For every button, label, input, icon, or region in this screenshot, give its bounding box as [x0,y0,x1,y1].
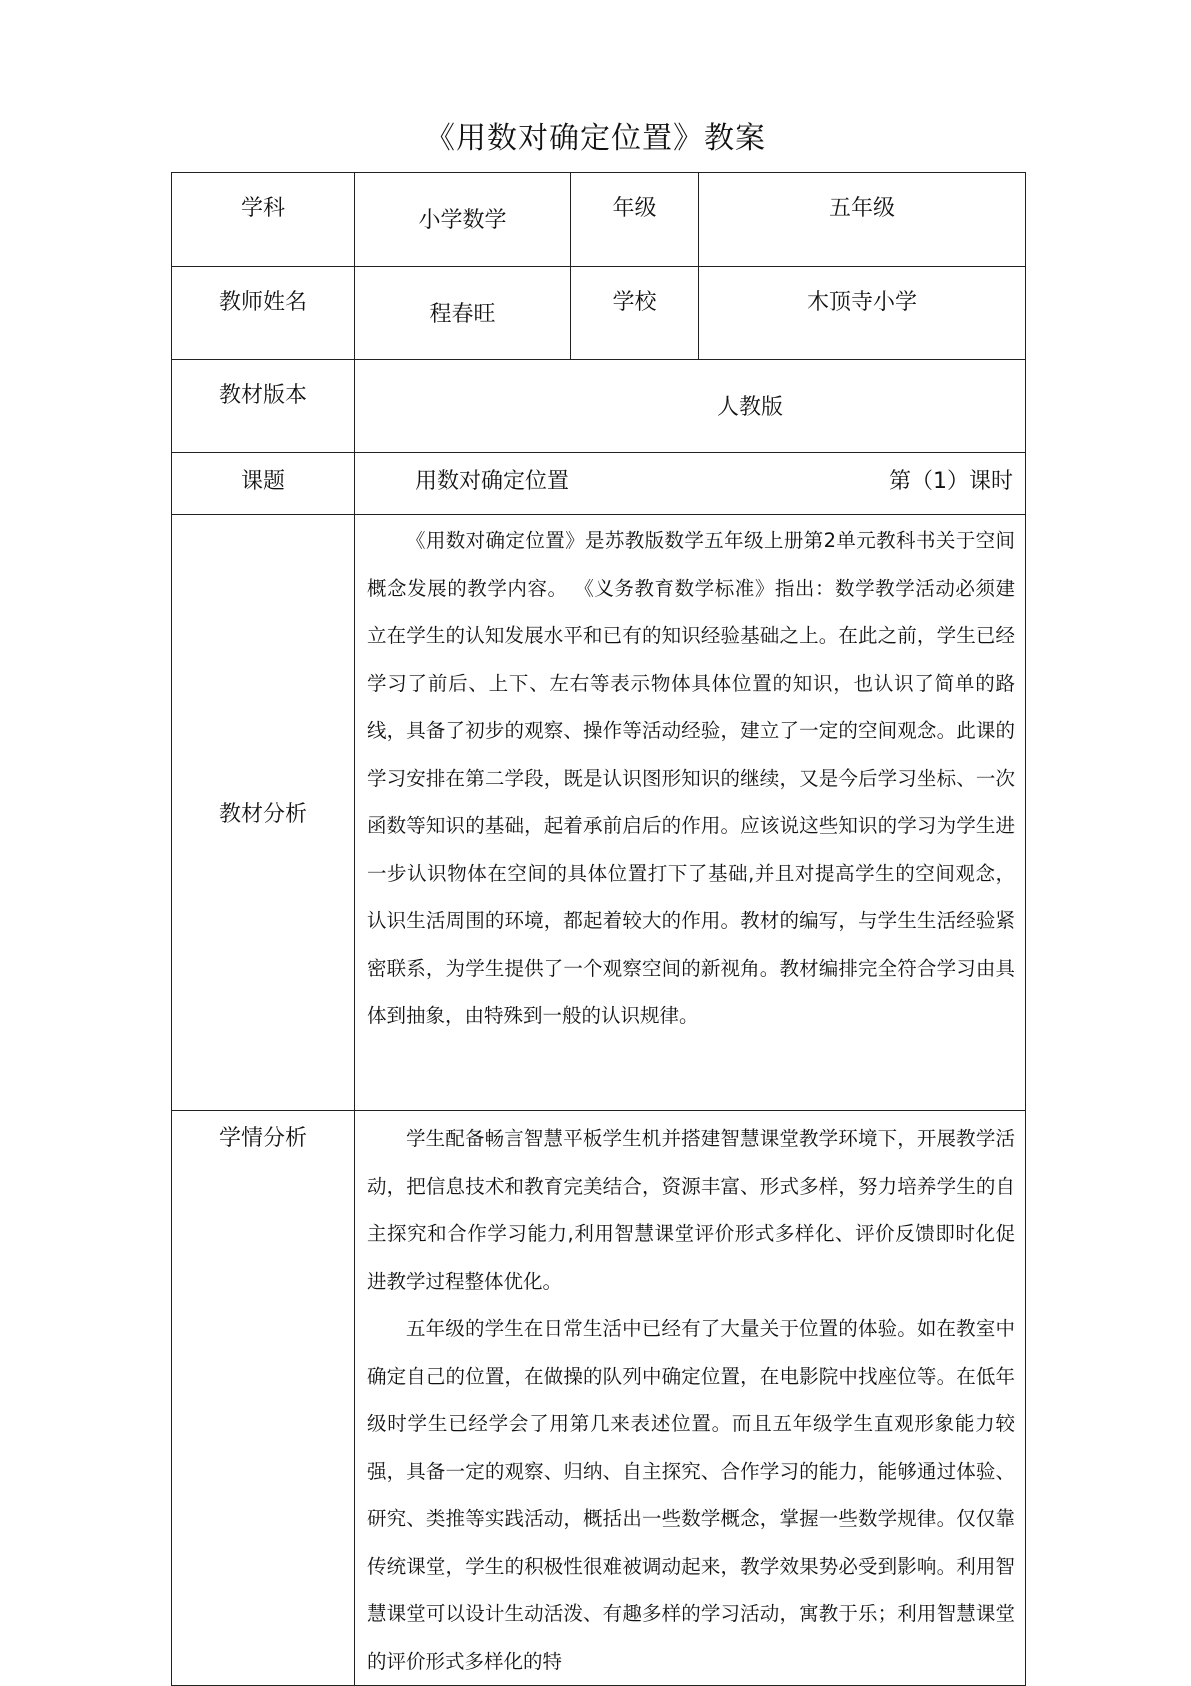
analysis-paragraph: 《用数对确定位置》是苏教版数学五年级上册第2单元教科书关于空间概念发展的教学内容。 《义务教育数学标准》指出：数学教学活动必须建立在学生的认知发展水平和已有的知识经验基础之上。在此之前，学生已经学习了前后、上下、左右等表示物体具体位置的知识，也认识了简单的路线，具备了初步的观察、操作等活动经验，建立了一定的空间观念。此课的学习安排在第二学段，既是认识图形知识的继续，又是今后学习坐标、一次函数等知识的基础，起着承前启后的作用。应该说这些知识的学习为学生进一步认识物体在空间的具体位置打下了基础,并且对提高学生的空间观念，认识生活周围的环境，都起着较大的作用。教材的编写，与学生生活经验紧密联系，为学生提供了一个观察空间的新视角。教材编排完全符合学习由具体到抽象，由特殊到一般的认识规律。 [367,529,1015,1027]
situation-label: 学情分析 [172,1111,355,1686]
grade-label: 年级 [571,173,699,267]
subject-value: 小学数学 [355,173,571,267]
analysis-cell [355,515,1026,1111]
subject-label: 学科 [172,173,355,267]
situation-paragraph-2: 五年级的学生在日常生活中已经有了大量关于位置的体验。如在教室中确定自己的位置，在做操的队列中确定位置，在电影院中找座位等。在低年级时学生已经学会了用第几来表述位置。而且五年级学生直观形象能力较强，具备一定的观察、归纳、自主探究、合作学习的能力，能够通过体验、研究、类推等实践活动，概括出一些数学概念，掌握一些数学规律。仅仅靠传统课堂，学生的积极性很难被调动起来，教学效果势必受到影响。利用智慧课堂可以设计生动活泼、有趣多样的学习活动，寓教于乐；利用智慧课堂的评价形式多样化的特 [367,1317,1015,1673]
analysis-label: 教材分析 [172,515,355,1111]
edition-value: 人教版 [355,360,1026,453]
topic-value: 用数对确定位置 [415,469,570,494]
topic-cell [355,453,1026,515]
teacher-label: 教师姓名 [172,267,355,360]
situation-row [172,1111,1026,1686]
situation-cell [355,1111,1026,1686]
analysis-row [172,515,1026,1111]
school-label: 学校 [571,267,699,360]
grade-value: 五年级 [699,173,1026,267]
period-value: 第（1）课时 [889,469,1013,494]
topic-label: 课题 [172,453,355,515]
edition-row [172,360,1026,453]
school-value: 木顶寺小学 [699,267,1026,360]
edition-label: 教材版本 [172,360,355,453]
document-title: 《用数对确定位置》教案 [425,121,766,156]
lesson-plan-table [171,172,1026,1686]
topic-row [172,453,1026,515]
teacher-row [172,267,1026,360]
subject-row [172,173,1026,267]
situation-paragraph-1: 学生配备畅言智慧平板学生机并搭建智慧课堂教学环境下，开展教学活动，把信息技术和教育完美结合，资源丰富、形式多样，努力培养学生的自主探究和合作学习能力,利用智慧课堂评价形式多样化、评价反馈即时化促进教学过程整体优化。 [367,1127,1015,1293]
teacher-value: 程春旺 [355,267,571,360]
